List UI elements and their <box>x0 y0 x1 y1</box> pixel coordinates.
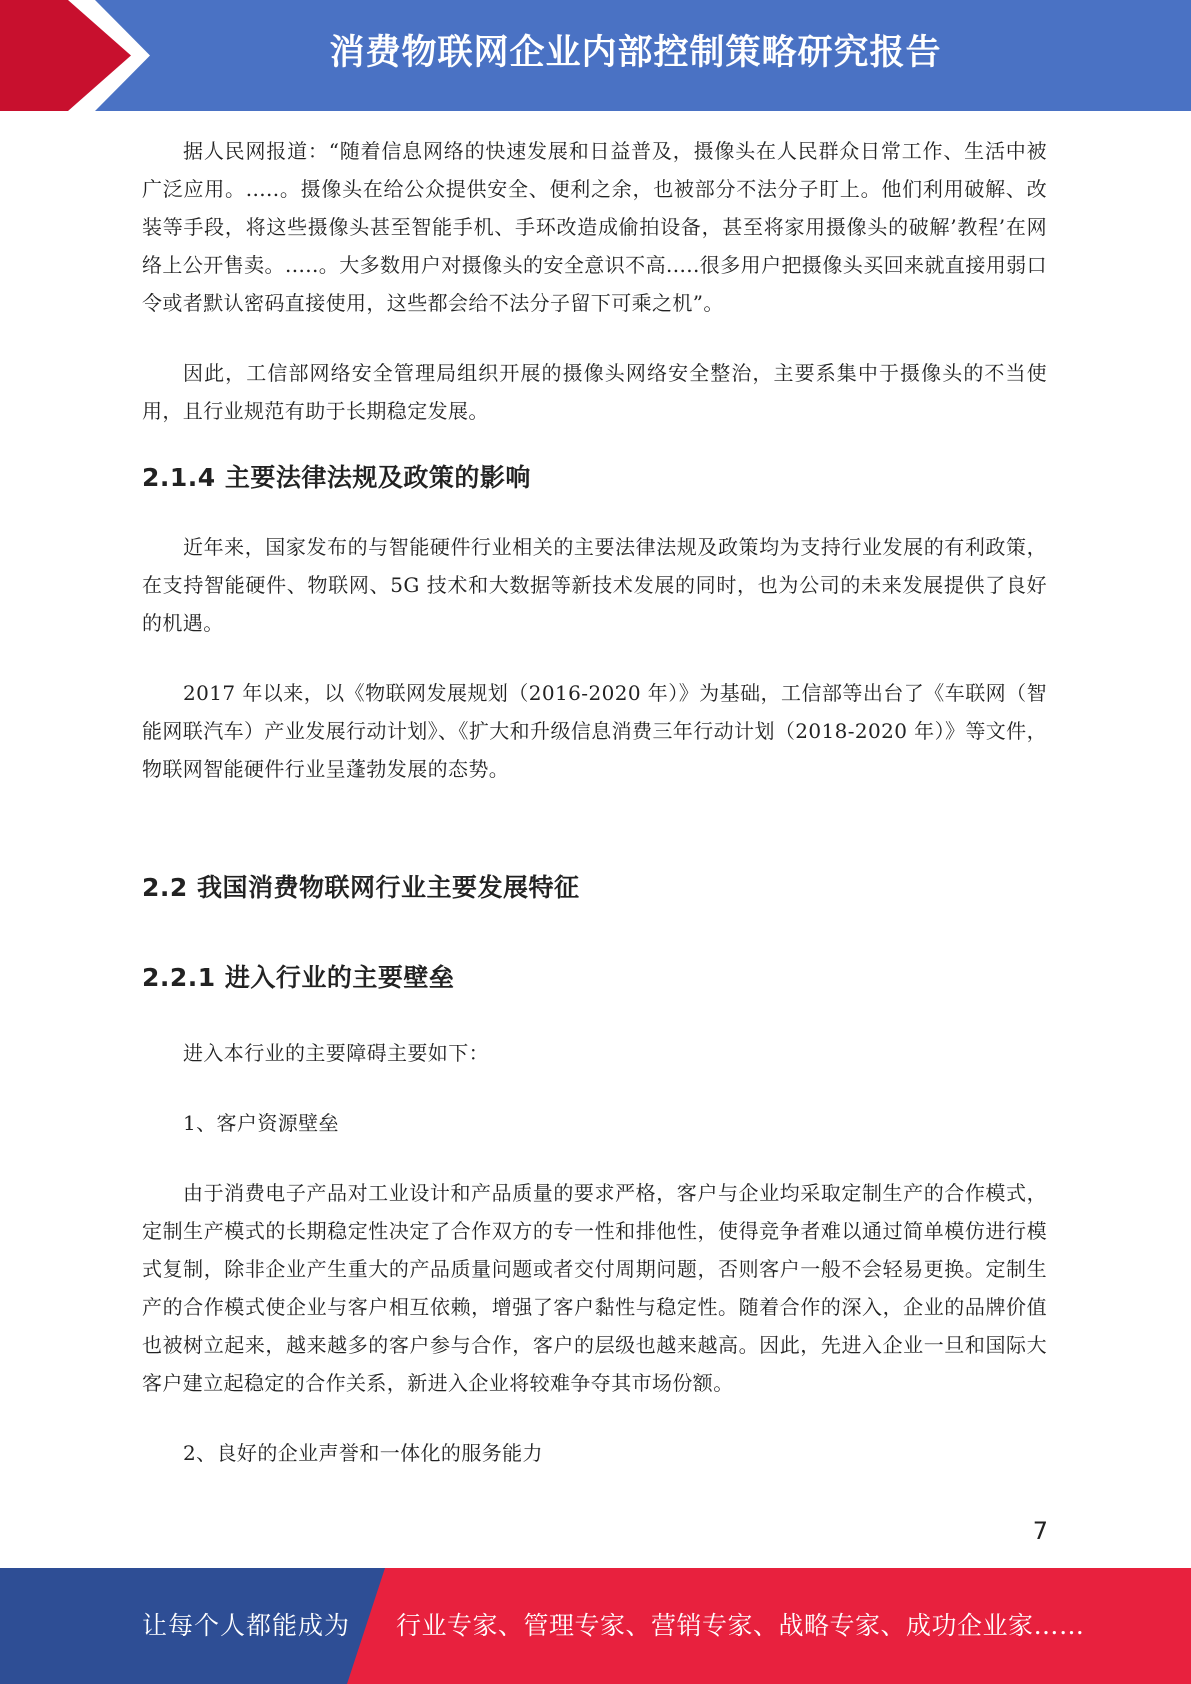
footer-slogan-left: 让每个人都能成为 <box>142 1611 351 1640</box>
paragraph-policy-intro: 近年来，国家发布的与智能硬件行业相关的主要法律法规及政策均为支持行业发展的有利政策，在支持智能硬件、物联网、5G 技术和大数据等新技术发展的同时，也为公司的未来发展提供了良好的机遇。 <box>142 535 1047 635</box>
section-heading-2-2: 2.2 我国消费物联网行业主要发展特征 <box>142 873 580 902</box>
paragraph-barriers-intro: 进入本行业的主要障碍主要如下： <box>183 1041 489 1065</box>
list-item-customer-resource-barrier: 1、客户资源壁垒 <box>183 1111 339 1135</box>
paragraph-customer-resource-detail: 由于消费电子产品对工业设计和产品质量的要求严格，客户与企业均采取定制生产的合作模式，定制生产模式的长期稳定性决定了合作双方的专一性和排他性，使得竞争者难以通过简单模仿进行模式复制，除非企业产生重大的产品质量问题或者交付周期问题，否则客户一般不会轻易更换。定制生产的合作模式使企业与客户相互依赖，增强了客户黏性与稳定性。随着合作的深入，企业的品牌价值也被树立起来，越来越多的客户参与合作，客户的层级也越来越高。因此，先进入企业一旦和国际大客户建立起稳定的合作关系，新进入企业将较难争夺其市场份额。 <box>142 1181 1047 1395</box>
paragraph-conclusion: 因此，工信部网络安全管理局组织开展的摄像头网络安全整治，主要系集中于摄像头的不当使用，且行业规范有助于长期稳定发展。 <box>142 361 1047 423</box>
paragraph-policy-detail: 2017 年以来，以《物联网发展规划（2016-2020 年）》为基础，工信部等出台了《车联网（智能网联汽车）产业发展行动计划》、《扩大和升级信息消费三年行动计划（2018-2020 年）》等文件，物联网智能硬件行业呈蓬勃发展的态势。 <box>142 681 1047 781</box>
section-heading-2-1-4: 2.1.4 主要法律法规及政策的影响 <box>142 463 531 492</box>
section-heading-2-2-1: 2.2.1 进入行业的主要壁垒 <box>142 963 455 992</box>
page-footer-banner <box>0 1568 1191 1684</box>
paragraph-quote: 据人民网报道：“随着信息网络的快速发展和日益普及，摄像头在人民群众日常工作、生活中被广泛应用。.....。摄像头在给公众提供安全、便利之余，也被部分不法分子盯上。他们利用破解、改装等手段，将这些摄像头甚至智能手机、手环改造成偷拍设备，甚至将家用摄像头的破解’教程’在网络上公开售卖。.....。大多数用户对摄像头的安全意识不高.....很多用户把摄像头买回来就直接用弱口令或者默认密码直接使用，这些都会给不法分子留下可乘之机”。 <box>142 139 1047 315</box>
page-body <box>142 132 1047 1472</box>
report-title: 消费物联网企业内部控制策略研究报告 <box>329 33 942 73</box>
page-header-banner <box>0 0 1191 111</box>
footer-slogan-right: 行业专家、管理专家、营销专家、战略专家、成功企业家…… <box>396 1611 1085 1640</box>
header-red-chevron <box>0 0 150 111</box>
list-item-reputation-service: 2、良好的企业声誉和一体化的服务能力 <box>183 1441 543 1465</box>
page-number: 7 <box>1032 1517 1048 1545</box>
